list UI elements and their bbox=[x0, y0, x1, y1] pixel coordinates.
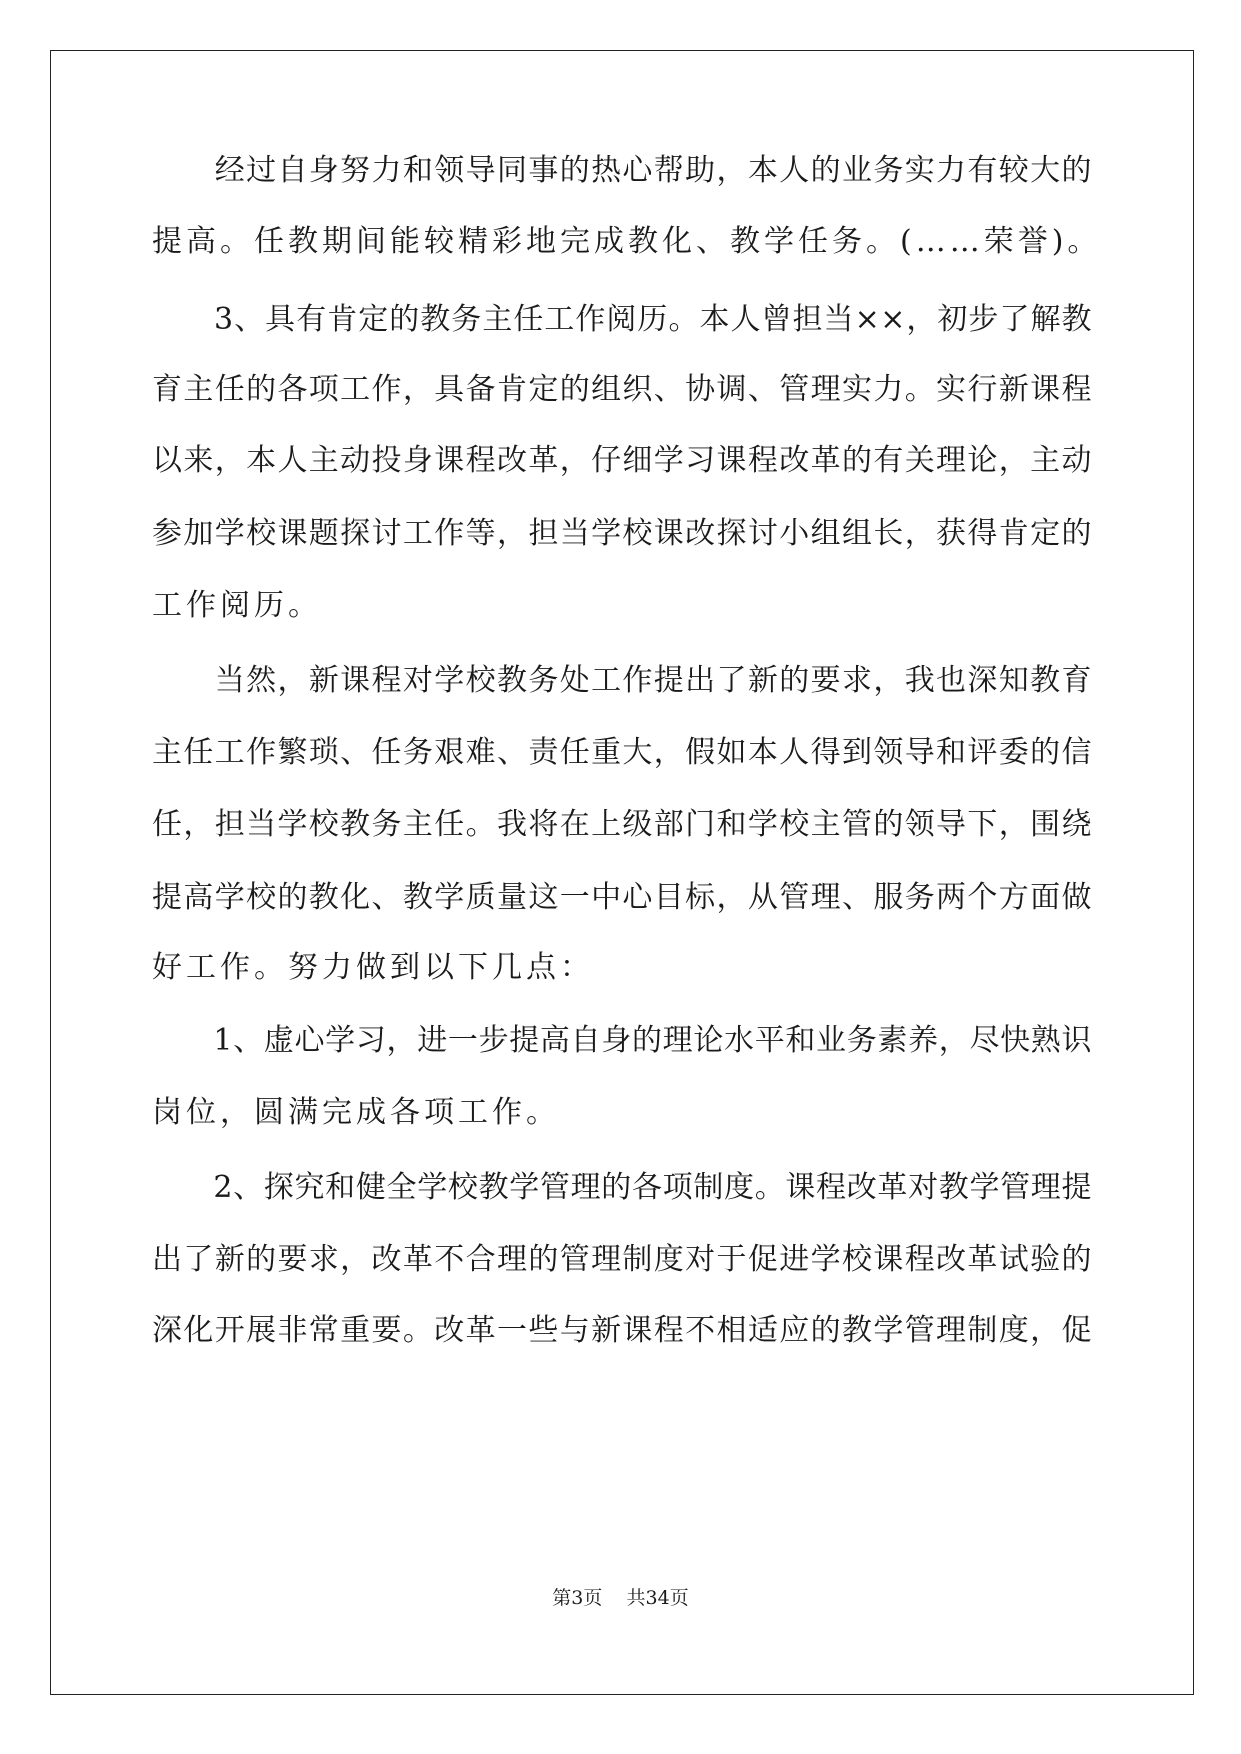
page-number: 第3页 bbox=[552, 1587, 603, 1609]
text-line: 提高学校的教化、教学质量这一中心目标，从管理、服务两个方面做 bbox=[152, 880, 1092, 915]
page-total: 共34页 bbox=[626, 1587, 689, 1609]
text-line: 提高。任教期间能较精彩地完成教化、教学任务。(……荣誉)。 bbox=[152, 224, 1102, 259]
text-line: 岗位，圆满完成各项工作。 bbox=[152, 1095, 560, 1130]
text-line: 经过自身努力和领导同事的热心帮助，本人的业务实力有较大的 bbox=[152, 153, 1092, 188]
page-footer bbox=[0, 1586, 1241, 1610]
text-line: 参加学校课题探讨工作等，担当学校课改探讨小组组长，获得肯定的 bbox=[152, 516, 1092, 551]
text-line: 育主任的各项工作，具备肯定的组织、协调、管理实力。实行新课程 bbox=[152, 372, 1092, 407]
text-line: 1、虚心学习，进一步提高自身的理论水平和业务素养，尽快熟识 bbox=[152, 1023, 1092, 1058]
text-line: 出了新的要求，改革不合理的管理制度对于促进学校课程改革试验的 bbox=[152, 1242, 1092, 1277]
text-line: 工作阅历。 bbox=[152, 588, 322, 623]
text-line: 当然，新课程对学校教务处工作提出了新的要求，我也深知教育 bbox=[152, 663, 1092, 698]
text-line: 以来，本人主动投身课程改革，仔细学习课程改革的有关理论，主动 bbox=[152, 443, 1092, 478]
page-border bbox=[50, 50, 1194, 1695]
text-line: 深化开展非常重要。改革一些与新课程不相适应的教学管理制度，促 bbox=[152, 1313, 1092, 1348]
text-line: 主任工作繁琐、任务艰难、责任重大，假如本人得到领导和评委的信 bbox=[152, 735, 1092, 770]
text-line: 好工作。努力做到以下几点： bbox=[152, 950, 594, 985]
text-line: 3、具有肯定的教务主任工作阅历。本人曾担当××，初步了解教 bbox=[152, 302, 1092, 337]
text-line: 2、探究和健全学校教学管理的各项制度。课程改革对教学管理提 bbox=[152, 1170, 1092, 1205]
footer-spacer bbox=[602, 1587, 626, 1609]
text-line: 任，担当学校教务主任。我将在上级部门和学校主管的领导下，围绕 bbox=[152, 807, 1092, 842]
